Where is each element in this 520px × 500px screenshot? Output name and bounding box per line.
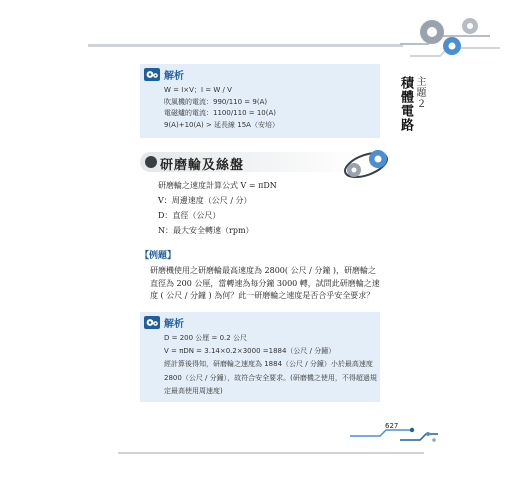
analysis-line: 2800（公尺 / 分鐘），故符合安全要求。(研磨機之使用，不得超過規 bbox=[164, 373, 377, 382]
analysis-line: W = I×V；I = W / V bbox=[164, 86, 232, 94]
gear-chain-icon bbox=[340, 145, 392, 183]
bottom-divider bbox=[118, 452, 424, 454]
analysis-line: 定最高使用周速度) bbox=[164, 386, 223, 395]
definition-line: V：周邊速度（公尺 / 分） bbox=[158, 196, 252, 205]
example-label: 【例題】 bbox=[140, 251, 177, 261]
analysis-line: 電磁爐的電流：1100/110 = 10(A) bbox=[164, 109, 277, 117]
top-divider bbox=[88, 44, 403, 47]
example-line: 研磨機使用之研磨輪最高速度為 2800( 公尺 / 分鐘 )，研磨輪之 bbox=[150, 266, 377, 275]
analysis-line: D = 200 公厘 = 0.2 公尺 bbox=[164, 334, 247, 342]
section-title: 研磨輪及絲盤 bbox=[160, 158, 245, 173]
formula-definitions bbox=[158, 178, 277, 238]
analysis-box-1 bbox=[140, 64, 380, 138]
gear-badge-icon bbox=[144, 316, 160, 329]
gear-badge-icon bbox=[144, 68, 160, 81]
analysis-heading: 解析 bbox=[164, 71, 184, 82]
example-line: 度 ( 公尺 / 分鐘 ) 為何？此一研磨輪之速度是否合乎安全要求？ bbox=[150, 291, 375, 300]
analysis-line: 吹風機的電流：990/110 = 9(A) bbox=[164, 97, 268, 106]
analysis-line: 9(A)+10(A) > 延長線 15A（安培） bbox=[164, 120, 279, 129]
analysis-line: 經計算後得知，研磨輪之速度為 1884（公尺 / 分鐘）小於最高速度 bbox=[164, 360, 373, 369]
analysis-box-2 bbox=[140, 312, 380, 402]
example-question bbox=[150, 265, 382, 303]
analysis-heading: 解析 bbox=[164, 319, 184, 330]
section-bullet bbox=[145, 156, 157, 168]
example-line: 直徑為 200 公厘，當轉速為每分鐘 3000 轉，試問此研磨輪之速 bbox=[150, 278, 380, 288]
definition-line: N：最大安全轉速（rpm） bbox=[158, 226, 254, 235]
gears-decoration-icon bbox=[370, 4, 520, 74]
definition-line: D：直徑（公尺） bbox=[158, 211, 221, 220]
analysis-text bbox=[164, 85, 279, 131]
analysis-line: V = πDN = 3.14×0.2×3000 =1884（公尺 / 分鐘） bbox=[164, 347, 336, 356]
analysis-text bbox=[164, 332, 377, 398]
page-number: 627 bbox=[385, 422, 399, 430]
chapter-title: 積體電路 bbox=[398, 76, 413, 132]
chapter-subtitle: 主題２ bbox=[414, 76, 425, 109]
definition-line: 研磨輪之速度計算公式 V = πDN bbox=[158, 181, 277, 190]
